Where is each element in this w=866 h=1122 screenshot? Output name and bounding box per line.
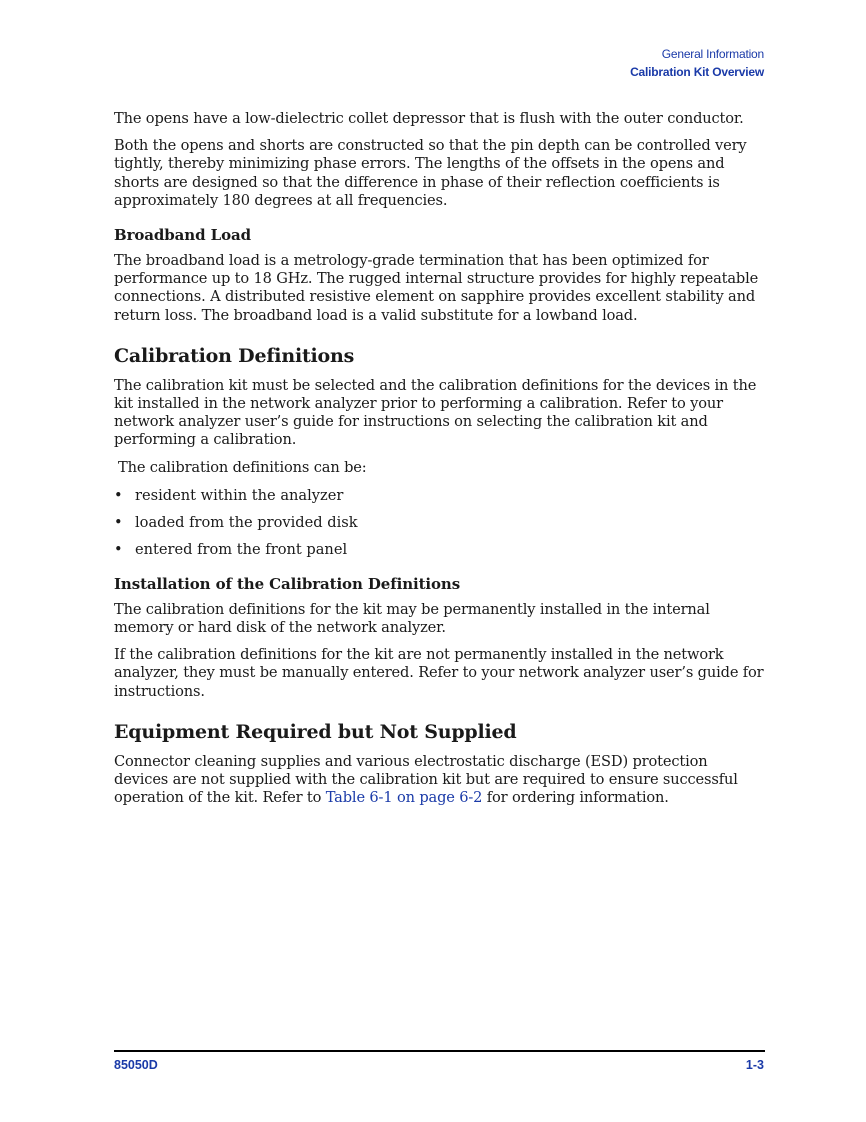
paragraph-definitions-intro: The calibration definitions can be: (118, 458, 367, 476)
header-section: General Information (661, 47, 764, 61)
page-content (114, 110, 764, 816)
list-item (114, 514, 764, 532)
list-item (114, 487, 764, 505)
paragraph-installation-1: The calibration definitions for the kit may be permanently installed in the internal memory or hard disk of the network analyzer. (114, 600, 710, 637)
table-reference-link[interactable]: Table 6-1 on page 6-2 (325, 789, 483, 807)
list-item-text: loaded from the provided disk (135, 513, 358, 531)
equipment-text-before: Connector cleaning supplies and various electrostatic discharge (ESD) protection devices are not supplied with the calibration kit but are required to ensure successful operation of the kit. Refer to (114, 752, 738, 807)
bullet-icon: • (114, 513, 123, 531)
paragraph-shorts: Both the opens and shorts are constructed so that the pin depth can be controlled very tightly, thereby minimizing phase errors. The lengths of the offsets in the opens and shorts are designed so that the difference in phase of their reflection coefficients is approximately 180 degrees at all frequencies. (114, 137, 747, 209)
running-header (630, 45, 764, 81)
heading-calibration-definitions: Calibration Definitions (114, 344, 355, 367)
paragraph-equipment (114, 753, 764, 808)
definitions-list (114, 487, 764, 559)
heading-broadband-load: Broadband Load (114, 226, 251, 245)
list-item-text: resident within the analyzer (135, 486, 344, 504)
heading-equipment-required: Equipment Required but Not Supplied (114, 720, 517, 743)
paragraph-broadband-load: The broadband load is a metrology-grade termination that has been optimized for performance up to 18 GHz. The rugged internal structure provides for highly repeatable connections. A distributed resistive element on sapphire provides excellent stability and return loss. The broadband load is a valid substitute for a lowband load. (114, 252, 759, 324)
list-item (114, 541, 764, 559)
footer-page-number: 1-3 (745, 1058, 764, 1072)
footer-rule (114, 1050, 765, 1052)
header-subsection: Calibration Kit Overview (630, 65, 764, 79)
paragraph-calibration-definitions: The calibration kit must be selected and the calibration definitions for the devices in the kit installed in the network analyzer prior to performing a calibration. Refer to your network analyzer user’s guide for instructions on selecting the calibration kit and performing a calibration. (114, 376, 757, 449)
paragraph-opens: The opens have a low-dielectric collet depressor that is flush with the outer conductor. (114, 110, 744, 127)
bullet-icon: • (114, 486, 123, 504)
list-item-text: entered from the front panel (135, 540, 348, 558)
bullet-icon: • (114, 540, 123, 558)
heading-installation: Installation of the Calibration Definitions (114, 574, 461, 593)
equipment-text-after: for ordering information. (482, 789, 669, 807)
footer-model: 85050D (114, 1058, 158, 1072)
paragraph-installation-2: If the calibration definitions for the kit are not permanently installed in the network analyzer, they must be manually entered. Refer to your network analyzer user’s guide for instructions. (114, 646, 764, 700)
